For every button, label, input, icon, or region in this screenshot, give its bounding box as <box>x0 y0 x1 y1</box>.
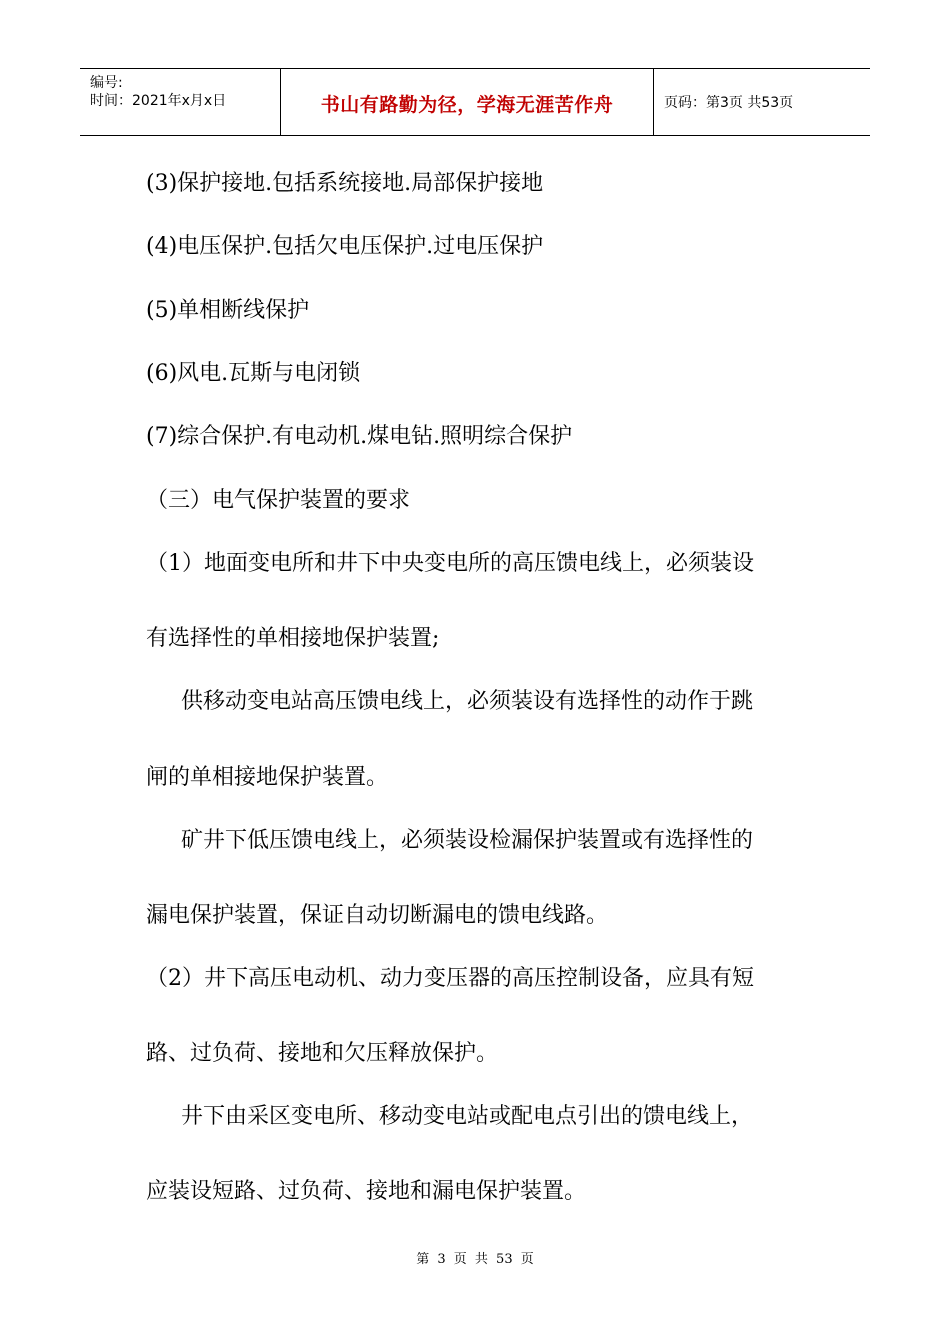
body-line-7: （1）地面变电所和井下中央变电所的高压馈电线上，必须装设 <box>146 551 754 576</box>
body-line-5: (7)综合保护.有电动机.煤电钻.照明综合保护 <box>146 424 573 449</box>
header-meta-cell <box>80 69 281 135</box>
body-line-8: 有选择性的单相接地保护装置; <box>146 626 440 651</box>
body-line-12: 漏电保护装置，保证自动切断漏电的馈电线路。 <box>146 903 609 928</box>
body-line-4: (6)风电.瓦斯与电闭锁 <box>146 361 361 386</box>
body-line-11: 矿井下低压馈电线上，必须装设检漏保护装置或有选择性的 <box>181 828 754 853</box>
body-line-13: （2）井下高压电动机、动力变压器的高压控制设备，应具有短 <box>146 966 754 991</box>
page-footer: 第 3 页 共 53 页 <box>416 1252 534 1267</box>
page-header <box>80 68 870 136</box>
section-heading: （三）电气保护装置的要求 <box>146 488 411 513</box>
body-line-1: (3)保护接地.包括系统接地.局部保护接地 <box>146 171 544 196</box>
header-page-label: 页码：第3页 共53页 <box>664 95 794 111</box>
body-line-15: 井下由采区变电所、移动变电站或配电点引出的馈电线上， <box>181 1104 754 1129</box>
time-label: 时间：2021年x月x日 <box>90 93 227 109</box>
body-line-2: (4)电压保护.包括欠电压保护.过电压保护 <box>146 234 544 259</box>
body-line-3: (5)单相断线保护 <box>146 298 310 323</box>
body-line-16: 应装设短路、过负荷、接地和漏电保护装置。 <box>146 1179 587 1204</box>
header-page-cell <box>654 69 870 135</box>
header-motto: 书山有路勤为径，学海无涯苦作舟 <box>320 93 614 116</box>
body-line-14: 路、过负荷、接地和欠压释放保护。 <box>146 1041 499 1066</box>
serial-label: 编号: <box>90 75 123 91</box>
header-motto-cell <box>281 69 654 135</box>
body-line-10: 闸的单相接地保护装置。 <box>146 765 389 790</box>
body-line-9: 供移动变电站高压馈电线上，必须装设有选择性的动作于跳 <box>181 689 754 714</box>
